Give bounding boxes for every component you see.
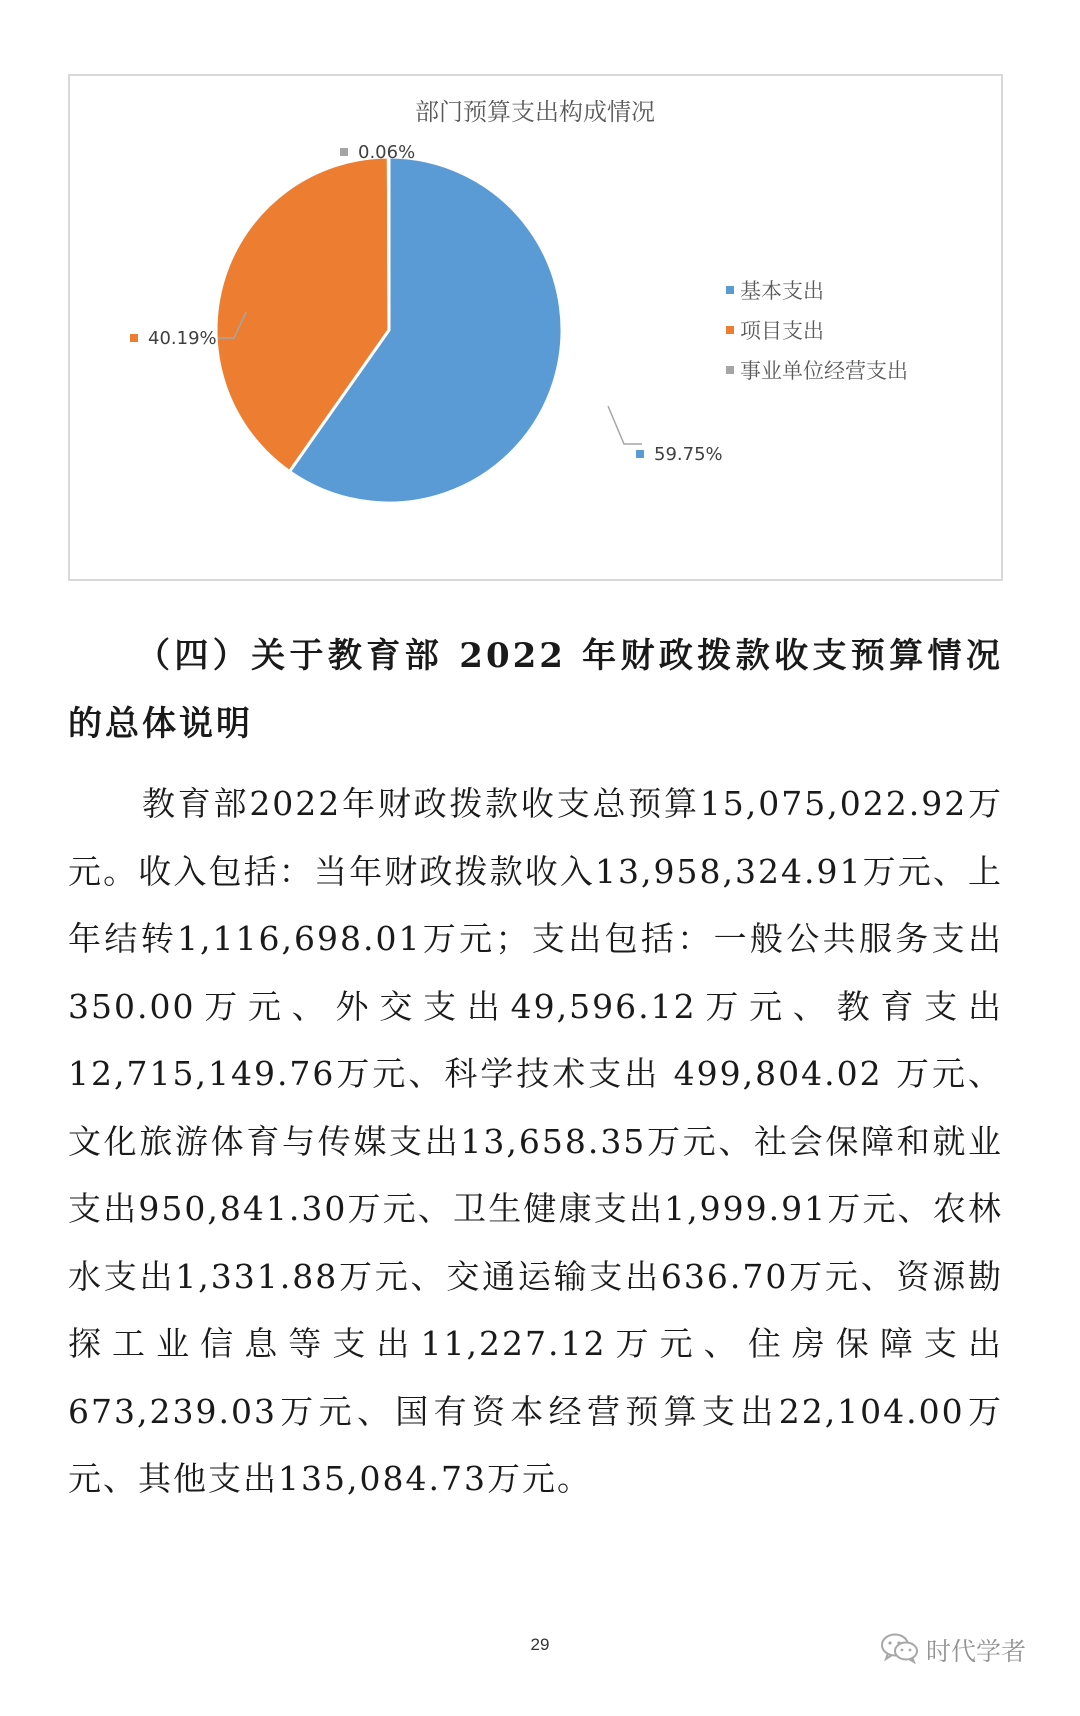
watermark-text: 时代学者	[926, 1637, 1027, 1666]
section-heading: （四）关于教育部 2022 年财政拨款收支预算情况的总体说明	[68, 636, 1003, 744]
leader-line-1	[608, 406, 642, 444]
data-label-2: 40.19%	[148, 328, 217, 349]
legend-label-2: 项目支出	[740, 319, 824, 343]
pie-chart	[70, 76, 1001, 579]
legend-label-3: 事业单位经营支出	[740, 359, 908, 383]
pie-chart-frame	[68, 74, 1003, 581]
page-number: 29	[530, 1635, 550, 1654]
legend-marker-3	[726, 366, 734, 374]
label-marker-3	[340, 148, 348, 156]
legend-marker-2	[726, 326, 734, 334]
watermark	[880, 1630, 1026, 1670]
label-marker-1	[636, 450, 644, 458]
wechat-icon	[880, 1632, 920, 1668]
data-label-1: 59.75%	[654, 444, 723, 465]
data-label-3: 0.06%	[358, 142, 416, 163]
legend-label-1: 基本支出	[740, 279, 824, 303]
chart-title: 部门预算支出构成情况	[415, 98, 655, 126]
budget-paragraph: 教育部2022年财政拨款收支总预算15,075,022.92万元。收入包括：当年财政拨款收入13,958,324.91万元、上年结转1,116,698.01万元；支出包括：一般公共服务支出350.00万元、外交支出49,596.12万元、教育支出12,715,149.76万元、科学技术支出 499,804.02 万元、文化旅游体育与传媒支出13,658.35万元、社会保障和就业支出950,841.30万元、卫生健康支出1,999.91万元、农林水支出1,331.88万元、交通运输支出636.70万元、资源勘探工业信息等支出11,227.12万元、住房保障支出673,239.03万元、国有资本经营预算支出22,104.00万元、其他支出135,084.73万元。	[68, 784, 1003, 1498]
legend-marker-1	[726, 286, 734, 294]
pie-slice-3	[388, 157, 389, 330]
label-marker-2	[130, 334, 138, 342]
